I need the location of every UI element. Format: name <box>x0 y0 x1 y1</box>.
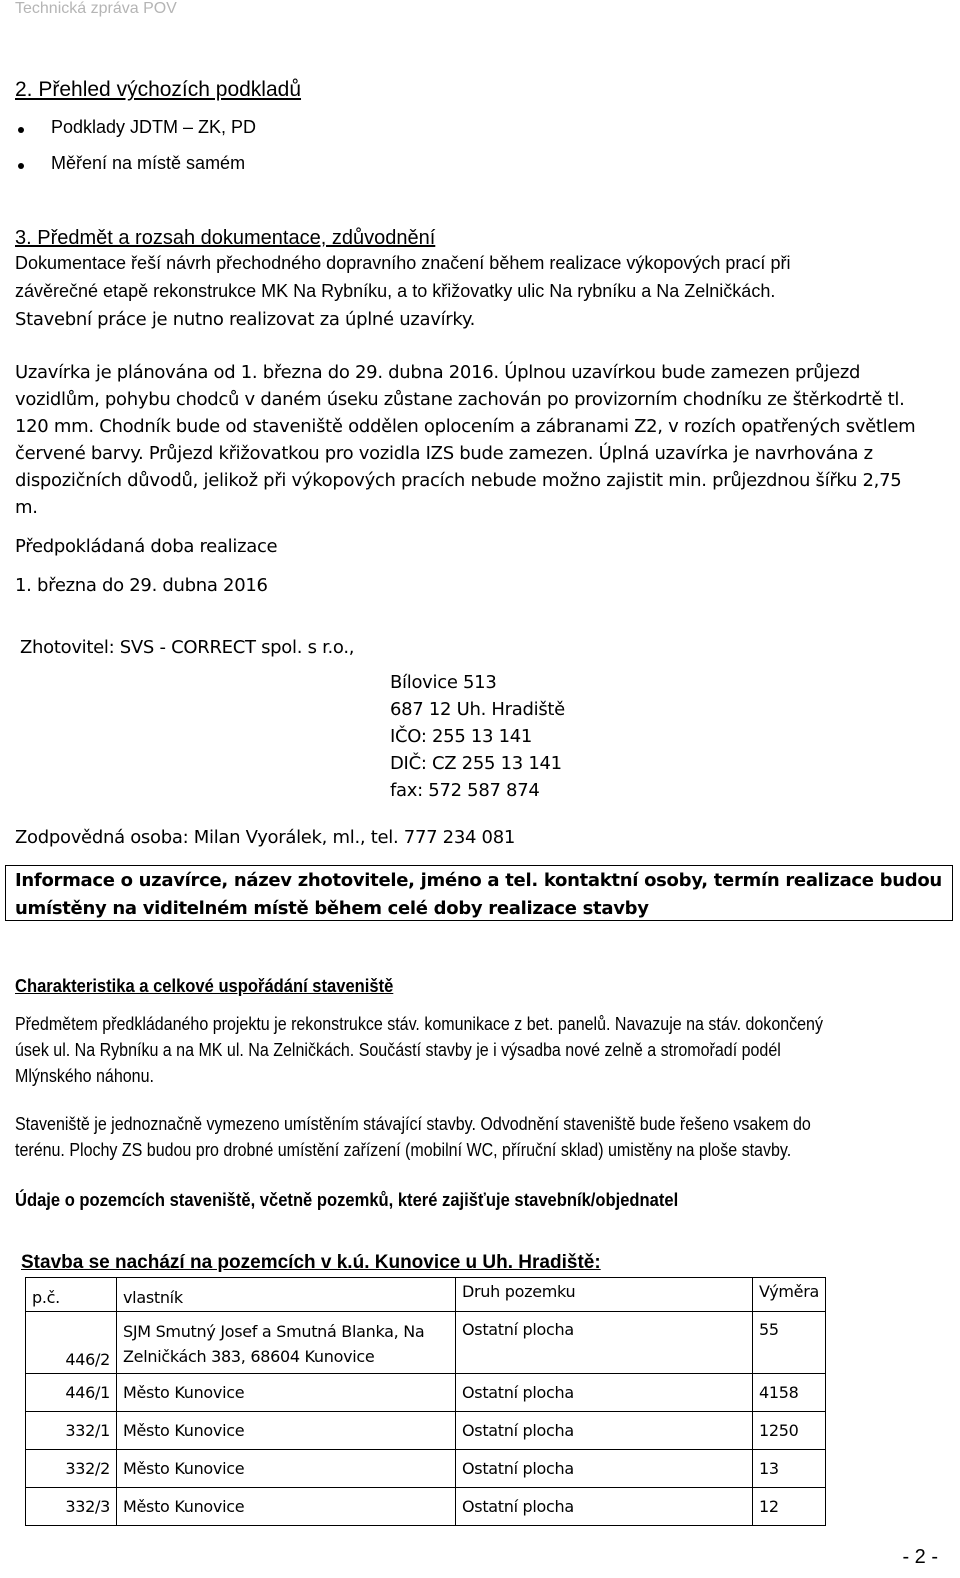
land-area: 1250 <box>753 1412 826 1450</box>
owner-cell: Město Kunovice <box>117 1450 456 1488</box>
closure-line: 120 mm. Chodník bude od staveniště oddělen oplocením a zábranami Z2, v rozích opatřených světlem <box>15 416 916 437</box>
parcel-number: 446/1 <box>26 1374 117 1412</box>
land-area: 12 <box>753 1488 826 1526</box>
land-subtitle: Stavba se nachází na pozemcích v k.ú. Kunovice u Uh. Hradiště: <box>21 1252 601 1273</box>
owner-cell: Město Kunovice <box>117 1374 456 1412</box>
bullet-icon <box>18 163 24 169</box>
table-row <box>26 1312 826 1374</box>
owner-cell: Město Kunovice <box>117 1488 456 1526</box>
address-line: fax: 572 587 874 <box>390 780 540 801</box>
paragraph-line: Stavební práce je nutno realizovat za úplné uzavírky. <box>15 309 476 330</box>
table-row <box>26 1412 826 1450</box>
characteristics-line: úsek ul. Na Rybníku a na MK ul. Na Zelničkách. Součástí stavby je i výsadba nové zelně a stromořadí podél <box>15 1040 781 1060</box>
section-3-title: 3. Předmět a rozsah dokumentace, zdůvodnění <box>15 227 436 249</box>
characteristics-line: Staveniště je jednoznačně vymezeno umístěním stávající stavby. Odvodnění staveniště bude řešeno vsakem do <box>15 1114 811 1134</box>
characteristics-line: Mlýnského náhonu. <box>15 1066 154 1086</box>
parcel-number: 446/2 <box>26 1312 117 1374</box>
parcel-number: 332/1 <box>26 1412 117 1450</box>
land-type: Ostatní plocha <box>456 1488 753 1526</box>
page-number: - 2 - <box>902 1546 938 1568</box>
paragraph-line: Dokumentace řeší návrh přechodného dopravního značení během realizace výkopových prací při <box>15 253 791 273</box>
bullet-icon <box>18 127 24 133</box>
land-table <box>25 1277 826 1526</box>
table-row <box>26 1374 826 1412</box>
characteristics-title: Charakteristika a celkové uspořádání staveniště <box>15 976 394 996</box>
address-line: IČO: 255 13 141 <box>390 726 533 747</box>
column-header: vlastník <box>117 1278 456 1312</box>
owner-line: SJM Smutný Josef a Smutná Blanka, Na <box>123 1322 425 1341</box>
closure-line: vozidlům, pohybu chodců v daném úseku zůstane zachován po provizorním chodníku ze štěrkodrtě tl. <box>15 389 905 410</box>
land-title: Údaje o pozemcích staveniště, včetně pozemků, které zajišťuje stavebník/objednatel <box>15 1190 679 1210</box>
address-line: Bílovice 513 <box>390 672 497 693</box>
characteristics-line: terénu. Plochy ZS budou pro drobné umístění zařízení (mobilní WC, příruční sklad) umistěny na ploše stavby. <box>15 1140 792 1160</box>
column-header: Druh pozemku <box>456 1278 753 1312</box>
owner-cell <box>117 1312 456 1374</box>
closure-line: m. <box>15 497 38 518</box>
land-type: Ostatní plocha <box>456 1374 753 1412</box>
land-area: 4158 <box>753 1374 826 1412</box>
contractor-label: Zhotovitel: SVS - CORRECT spol. s r.o., <box>20 637 355 658</box>
owner-cell: Město Kunovice <box>117 1412 456 1450</box>
bullet-item: Podklady JDTM – ZK, PD <box>51 117 257 137</box>
land-type: Ostatní plocha <box>456 1450 753 1488</box>
land-type: Ostatní plocha <box>456 1412 753 1450</box>
parcel-number: 332/2 <box>26 1450 117 1488</box>
column-header: p.č. <box>26 1278 117 1312</box>
table-row <box>26 1488 826 1526</box>
notice-line: Informace o uzavírce, název zhotovitele, jméno a tel. kontaktní osoby, termín realizace budou <box>15 870 942 891</box>
closure-line: červené barvy. Průjezd křižovatkou pro vozidla IZS bude zamezen. Úplná uzavírka je navrhována z <box>15 443 873 464</box>
duration-label: Předpokládaná doba realizace <box>15 536 278 557</box>
land-type: Ostatní plocha <box>456 1312 753 1374</box>
notice-line: umístěny na viditelném místě během celé doby realizace stavby <box>15 898 649 919</box>
characteristics-line: Předmětem předkládaného projektu je rekonstrukce stáv. komunikace z bet. panelů. Navazuje na stáv. dokončený <box>15 1014 823 1034</box>
responsible-person: Zodpovědná osoba: Milan Vyorálek, ml., tel. 777 234 081 <box>15 827 516 848</box>
column-header: Výměra <box>753 1278 826 1312</box>
duration-value: 1. března do 29. dubna 2016 <box>15 575 268 596</box>
section-2-title: 2. Přehled výchozích podkladů <box>15 78 302 101</box>
land-area: 13 <box>753 1450 826 1488</box>
running-header: Technická zpráva POV <box>15 0 177 17</box>
land-area: 55 <box>753 1312 826 1374</box>
parcel-number: 332/3 <box>26 1488 117 1526</box>
closure-line: Uzavírka je plánována od 1. března do 29. dubna 2016. Úplnou uzavírkou bude zamezen průjezd <box>15 362 861 383</box>
bullet-item: Měření na místě samém <box>51 153 246 173</box>
paragraph-line: závěrečné etapě rekonstrukce MK Na Rybníku, a to křižovatky ulic Na rybníku a Na Zelničkách. <box>15 281 776 301</box>
table-row <box>26 1450 826 1488</box>
address-line: 687 12 Uh. Hradiště <box>390 699 565 720</box>
table-header-row <box>26 1278 826 1312</box>
address-line: DIČ: CZ 255 13 141 <box>390 753 562 774</box>
closure-line: dispozičních důvodů, jelikož při výkopových pracích nebude možno zajistit min. průjezdnou šířku 2,75 <box>15 470 902 491</box>
owner-line: Zelničkách 383, 68604 Kunovice <box>123 1347 375 1366</box>
